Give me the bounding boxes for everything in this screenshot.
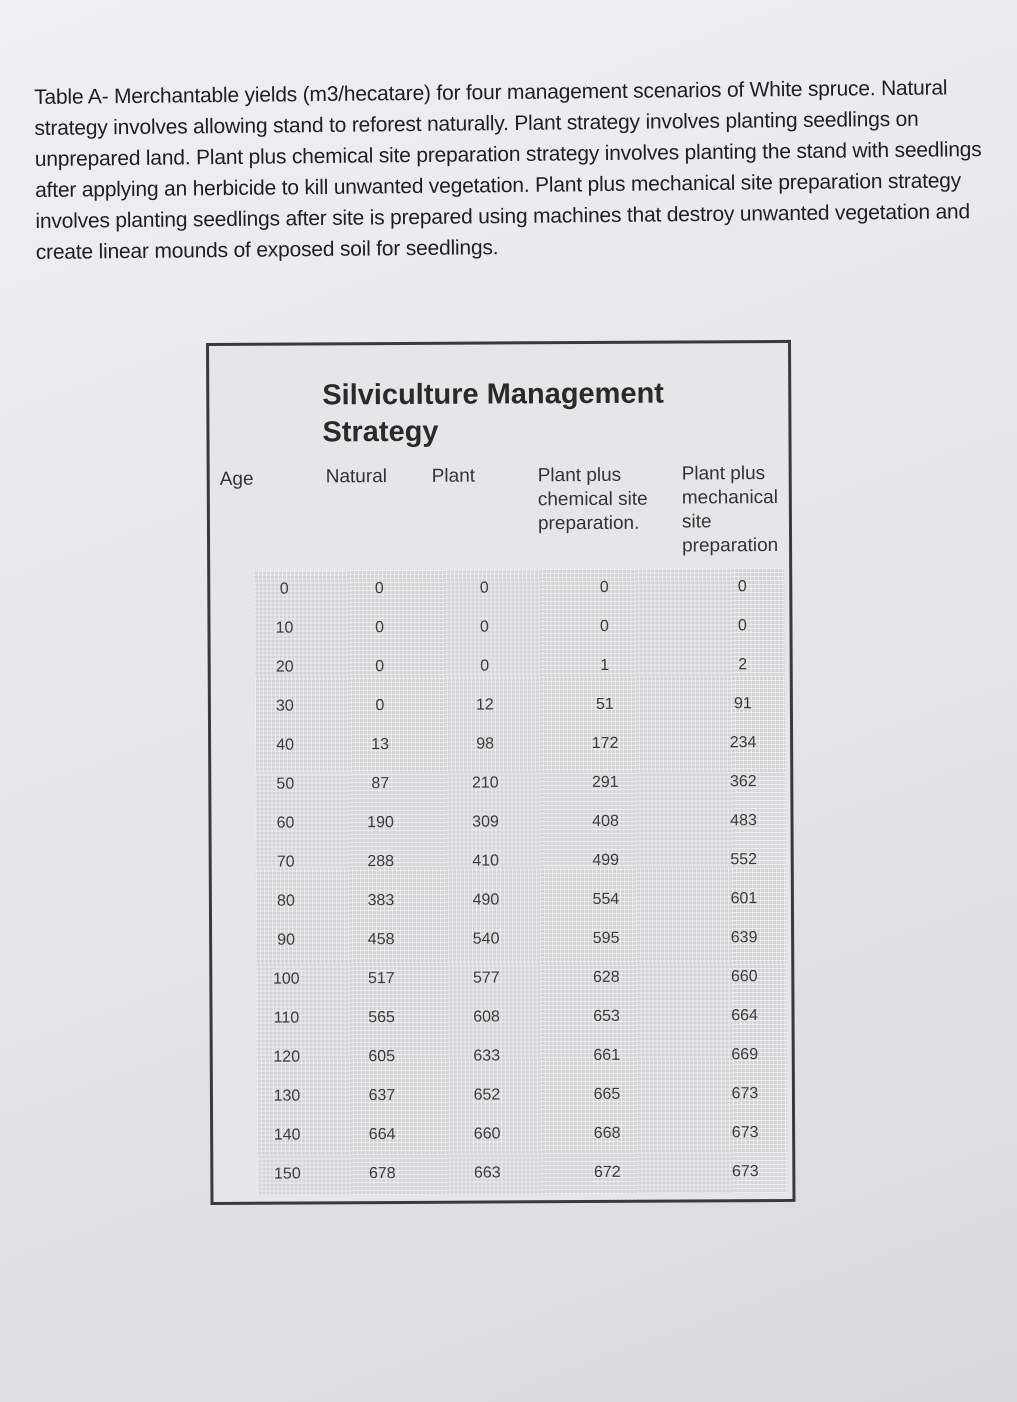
cell-plant-chemical: 0 bbox=[599, 578, 609, 596]
cell-age: 140 bbox=[273, 1126, 301, 1144]
cell-age: 50 bbox=[276, 775, 295, 793]
table-row bbox=[256, 880, 786, 921]
table-body bbox=[254, 568, 787, 1196]
cell-natural: 13 bbox=[371, 736, 390, 754]
cell-plant-mechanical: 601 bbox=[730, 890, 758, 908]
cell-plant: 0 bbox=[479, 579, 489, 597]
cell-plant-mechanical: 664 bbox=[731, 1007, 758, 1025]
header-plant-mechanical: Plant plus mechanical site preparation bbox=[681, 463, 779, 557]
cell-age: 80 bbox=[276, 892, 295, 910]
table-row bbox=[256, 997, 786, 1038]
cell-plant-chemical: 51 bbox=[595, 695, 614, 713]
table-row bbox=[255, 763, 785, 804]
cell-plant: 490 bbox=[472, 891, 500, 909]
table-caption: Table A- Merchantable yields (m3/hecatare) for four management scenarios of White spruce. Natural strategy involves allowing stand to reforest naturally. Plant strategy involves planting seedlings on unprepared land. Plant plus chemical site preparation strategy involves planting the stand with seedlings after applying an herbicide to kill unwanted vegetation. Plant plus mechanical site preparation strategy involves planting seedlings after site is prepared using machines that destroy unwanted vegetation and create linear mounds of exposed soil for seedlings. bbox=[34, 76, 982, 264]
cell-plant: 540 bbox=[472, 930, 500, 948]
cell-plant: 0 bbox=[479, 618, 489, 636]
cell-natural: 383 bbox=[367, 892, 395, 910]
table-row bbox=[256, 841, 786, 882]
cell-age: 20 bbox=[275, 658, 294, 676]
cell-plant-chemical: 665 bbox=[593, 1085, 621, 1103]
cell-plant-mechanical: 669 bbox=[731, 1046, 759, 1064]
cell-plant-mechanical: 660 bbox=[730, 968, 758, 986]
table-title: Silviculture Management Strategy bbox=[322, 377, 665, 449]
cell-plant-chemical: 0 bbox=[599, 617, 609, 635]
cell-plant-mechanical: 673 bbox=[731, 1085, 759, 1103]
cell-age: 0 bbox=[279, 580, 289, 598]
cell-plant-chemical: 668 bbox=[593, 1124, 621, 1142]
cell-age: 10 bbox=[275, 619, 294, 637]
cell-natural: 565 bbox=[368, 1009, 395, 1027]
cell-plant-chemical: 291 bbox=[591, 773, 619, 791]
table-row bbox=[254, 607, 784, 648]
cell-age: 70 bbox=[276, 853, 295, 871]
cell-natural: 0 bbox=[375, 658, 385, 676]
header-plant-chemical: Plant plus chemical site preparation. bbox=[537, 464, 648, 535]
cell-age: 90 bbox=[277, 931, 296, 949]
cell-plant: 633 bbox=[473, 1047, 501, 1065]
cell-age: 40 bbox=[276, 736, 295, 754]
header-natural: Natural bbox=[325, 466, 388, 488]
cell-plant: 309 bbox=[472, 813, 499, 831]
cell-plant-mechanical: 0 bbox=[737, 617, 747, 635]
cell-plant-mechanical: 483 bbox=[730, 812, 757, 830]
cell-plant-chemical: 672 bbox=[593, 1163, 621, 1181]
header-age: Age bbox=[219, 468, 254, 490]
cell-natural: 0 bbox=[374, 580, 384, 598]
table-row bbox=[255, 802, 785, 843]
table-row bbox=[255, 646, 785, 687]
cell-plant: 12 bbox=[475, 696, 494, 714]
cell-plant-mechanical: 362 bbox=[729, 773, 757, 791]
cell-natural: 458 bbox=[367, 931, 395, 949]
cell-plant-chemical: 1 bbox=[600, 656, 610, 674]
table-row bbox=[255, 724, 785, 765]
cell-plant-mechanical: 2 bbox=[738, 656, 748, 674]
cell-plant-mechanical: 91 bbox=[733, 695, 752, 713]
table-row bbox=[257, 1036, 787, 1077]
cell-plant-chemical: 554 bbox=[592, 890, 620, 908]
cell-plant-chemical: 499 bbox=[592, 851, 620, 869]
cell-age: 150 bbox=[273, 1165, 301, 1183]
cell-plant: 0 bbox=[480, 657, 490, 675]
cell-age: 100 bbox=[272, 970, 300, 988]
cell-plant-mechanical: 552 bbox=[730, 851, 758, 869]
table-row bbox=[256, 958, 786, 999]
cell-plant: 652 bbox=[473, 1086, 501, 1104]
cell-plant: 577 bbox=[472, 969, 500, 987]
cell-plant: 660 bbox=[473, 1125, 501, 1143]
cell-plant-mechanical: 673 bbox=[731, 1124, 759, 1142]
cell-age: 130 bbox=[273, 1087, 301, 1105]
cell-plant-chemical: 408 bbox=[592, 812, 619, 830]
cell-plant-chemical: 628 bbox=[592, 968, 620, 986]
cell-plant-chemical: 595 bbox=[592, 929, 620, 947]
cell-plant-mechanical: 673 bbox=[731, 1163, 759, 1181]
cell-natural: 637 bbox=[368, 1087, 396, 1105]
cell-natural: 605 bbox=[368, 1048, 396, 1066]
table-row bbox=[257, 1075, 787, 1116]
cell-age: 120 bbox=[273, 1048, 301, 1066]
cell-plant-mechanical: 0 bbox=[737, 578, 747, 596]
cell-plant-chemical: 653 bbox=[593, 1007, 620, 1025]
cell-age: 110 bbox=[273, 1009, 300, 1027]
cell-natural: 0 bbox=[375, 697, 385, 715]
cell-plant: 663 bbox=[473, 1164, 501, 1182]
cell-natural: 517 bbox=[367, 970, 395, 988]
cell-plant-chemical: 172 bbox=[591, 734, 619, 752]
cell-age: 60 bbox=[276, 814, 295, 832]
table-row bbox=[255, 685, 785, 726]
header-plant: Plant bbox=[431, 465, 476, 487]
cell-age: 30 bbox=[275, 697, 294, 715]
cell-plant-mechanical: 639 bbox=[730, 929, 758, 947]
cell-plant: 98 bbox=[476, 735, 495, 753]
cell-natural: 0 bbox=[374, 619, 384, 637]
cell-natural: 288 bbox=[367, 853, 395, 871]
cell-plant: 410 bbox=[472, 852, 500, 870]
cell-natural: 678 bbox=[368, 1165, 396, 1183]
cell-plant-mechanical: 234 bbox=[729, 734, 757, 752]
cell-plant: 608 bbox=[473, 1008, 500, 1026]
yield-table bbox=[206, 340, 796, 1205]
table-row bbox=[254, 568, 784, 609]
cell-natural: 87 bbox=[371, 775, 390, 793]
cell-natural: 664 bbox=[368, 1126, 396, 1144]
cell-natural: 190 bbox=[367, 814, 394, 832]
table-row bbox=[257, 1153, 787, 1194]
cell-plant: 210 bbox=[471, 774, 499, 792]
table-row bbox=[257, 1114, 787, 1155]
cell-plant-chemical: 661 bbox=[593, 1046, 621, 1064]
table-row bbox=[256, 919, 786, 960]
